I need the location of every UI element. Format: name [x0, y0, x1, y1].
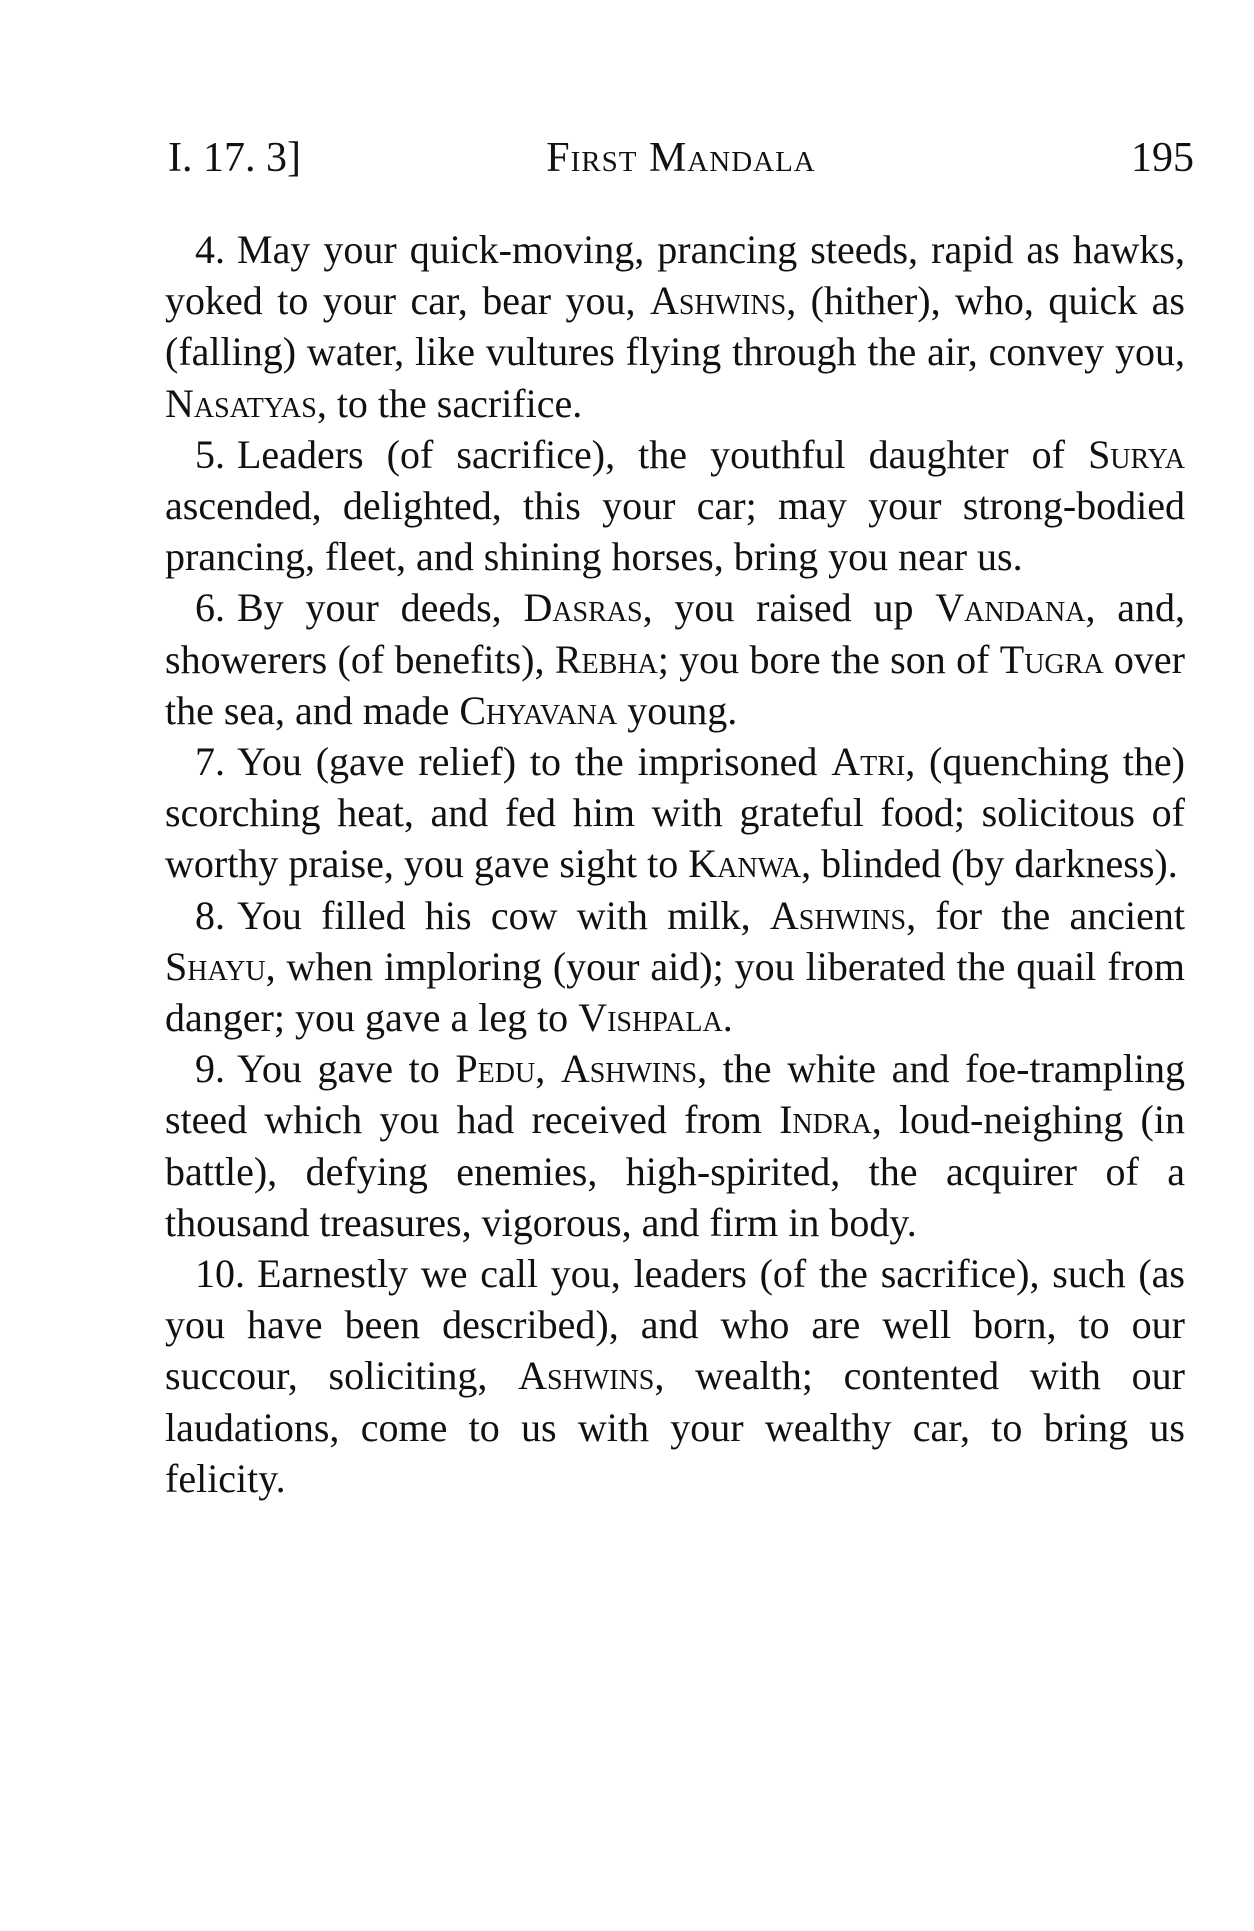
proper-name: Pedu	[455, 1046, 536, 1092]
proper-name: Rebha	[554, 636, 658, 682]
proper-name: Chyavana	[459, 687, 618, 733]
proper-name: Ashwins	[518, 1353, 655, 1399]
proper-name: Atri	[831, 739, 906, 785]
verse-number: 5.	[195, 431, 225, 477]
proper-name: Surya	[1088, 431, 1185, 477]
verse-text: , (hither), who, quick as (falling) water, like vultures flying through the air, convey you,	[165, 278, 1186, 375]
proper-name: Ashwins	[560, 1046, 698, 1092]
verse-7	[165, 736, 1185, 890]
verse-text: You gave to	[237, 1046, 456, 1092]
verse-text: ascended, delighted, this your car; may your strong-bodied prancing, fleet, and shining horses, bring you near us.	[165, 483, 1185, 580]
verse-text: Leaders (of sacrifice), the youthful daughter of	[237, 431, 1089, 477]
chapter-reference: I. 17. 3]	[168, 135, 301, 181]
verse-text: , the white and foe-trampling steed which you had received from	[165, 1046, 1185, 1143]
verse-text: , (quenching the) scorching heat, and fed him with grateful food; solicitous of worthy praise, you gave sight to	[165, 739, 1185, 887]
proper-name: Ashwins	[649, 278, 787, 324]
verse-text: over the sea, and made	[165, 636, 1185, 733]
verse-text: You filled his cow with milk,	[237, 892, 770, 938]
proper-name: Kanwa	[688, 841, 802, 887]
verse-text: , wealth; contented with our laudations, come to us with your wealthy car, to bring us felicity.	[165, 1353, 1185, 1501]
verse-text: May your quick-moving, prancing steeds, rapid as hawks, yoked to your car, bear you,	[165, 227, 1185, 324]
page-number: 195	[1131, 135, 1194, 181]
verse-4	[165, 224, 1185, 429]
verse-text: young.	[617, 687, 738, 733]
running-header	[168, 134, 1194, 194]
proper-name: Vandana	[935, 585, 1086, 631]
body-text	[165, 224, 1185, 1504]
verse-number: 9.	[195, 1046, 225, 1092]
proper-name: Dasras	[523, 585, 643, 631]
proper-name: Vishpala	[578, 995, 723, 1041]
verse-number: 4.	[195, 227, 225, 272]
proper-name: Ashwins	[769, 892, 907, 938]
verse-6	[165, 582, 1185, 736]
verse-10	[165, 1248, 1185, 1504]
verse-number: 8.	[195, 892, 225, 938]
verse-text: ; you bore the son of	[657, 636, 1000, 682]
verse-number: 10.	[195, 1251, 245, 1297]
verse-text: , and, showerers (of benefits),	[165, 585, 1185, 682]
verse-5	[165, 429, 1185, 583]
verse-text: , when imploring (your aid); you liberated the quail from danger; you gave a leg to	[165, 943, 1185, 1041]
verse-text: You (gave relief) to the imprisoned	[237, 739, 832, 785]
running-title: First Mandala	[546, 135, 816, 181]
verse-text: .	[722, 995, 733, 1041]
verse-text: , loud-neighing (in battle), defying enemies, high-spirited, the acquirer of a thousand treasures, vigorous, and firm in body.	[165, 1097, 1185, 1245]
verse-text: , blinded (by darkness).	[801, 841, 1178, 887]
verse-text: By your deeds,	[237, 585, 524, 631]
verse-text: , you raised up	[642, 585, 936, 631]
verse-9	[165, 1043, 1185, 1248]
proper-name: Tugra	[999, 636, 1104, 682]
verse-number: 7.	[195, 739, 225, 785]
proper-name: Indra	[779, 1097, 872, 1143]
verse-text: Earnestly we call you, leaders (of the sacrifice), such (as you have been described), and who are well born, to our succour, soliciting,	[165, 1251, 1185, 1399]
verse-number: 6.	[195, 585, 225, 631]
proper-name: Shayu	[165, 943, 266, 989]
verse-text: , for the ancient	[906, 892, 1186, 938]
verse-8	[165, 890, 1185, 1044]
proper-name: Nasatyas	[165, 380, 317, 426]
verse-text: , to the sacrifice.	[316, 380, 583, 426]
verse-text: ,	[535, 1046, 561, 1092]
